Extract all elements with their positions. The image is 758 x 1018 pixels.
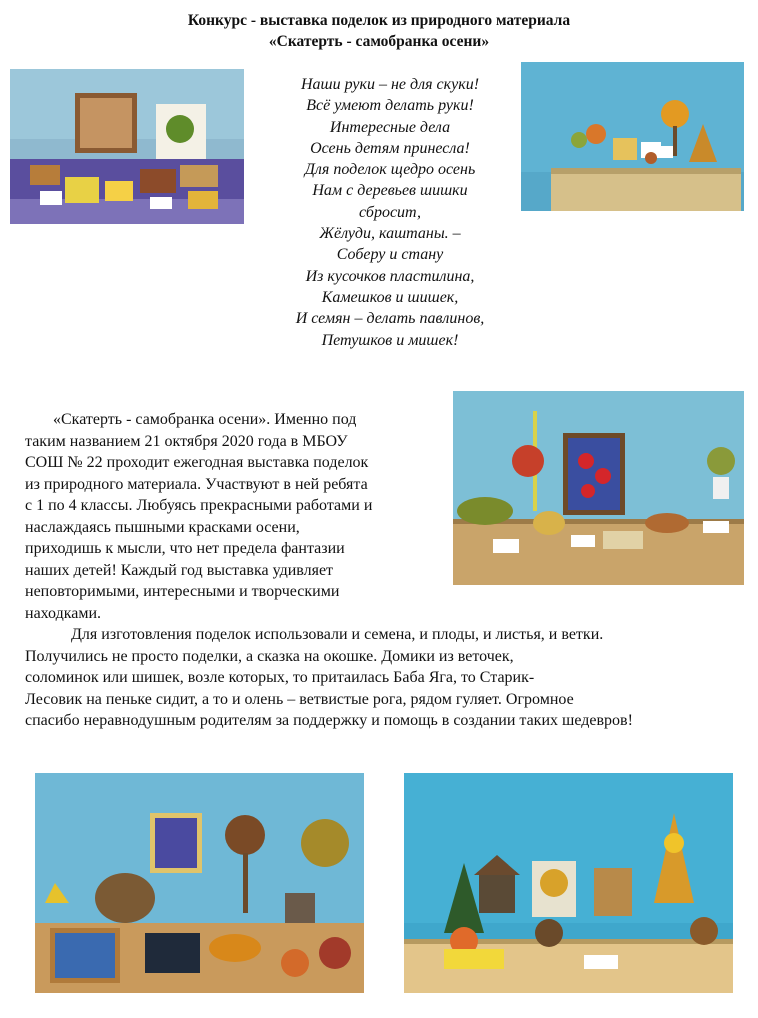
paragraph-line: с 1 по 4 классы. Любуясь прекрасными работами и [25,497,373,514]
poem-line: сбросит, [359,203,421,221]
photo-exhibit-table-3 [453,391,744,585]
poem-line: Всё умеют делать руки! [306,97,474,115]
paragraph-line: спасибо неравнодушным родителям за поддержку и помощь в создании таких шедевров! [25,712,633,729]
poem-line: Жёлуди, каштаны. – [319,225,461,243]
photo-exhibit-table-5 [404,773,733,993]
description-paragraph-1 [25,409,445,624]
paragraph-line: наслаждаясь пышными красками осени, [25,518,300,536]
page-title [0,10,758,52]
poem-line: Соберу и стану [336,246,444,264]
poem-line: Из кусочков пластилина, [305,267,475,285]
paragraph-line: Для изготовления поделок использовали и семена, и плоды, и листья, и ветки. [71,626,604,643]
paragraph-line: приходишь к мысли, что нет предела фантазии [25,540,345,557]
paragraph-line: соломинок или шишек, возле которых, то притаилась Баба Яга, то Старик- [25,669,535,686]
poem-line: Для поделок щедро осень [304,161,476,179]
photo-exhibit-table-4 [35,773,364,993]
paragraph-line: находками. [25,604,102,622]
paragraph-line: наших детей! Каждый год выставка удивляет [25,561,334,579]
poem-line: Петушков и мишек! [321,331,459,349]
poem-line: И семян – делать павлинов, [295,310,485,328]
paragraph-line: «Скатерть - самобранка осени». Именно под [53,411,357,428]
poem [258,74,522,351]
poem-line: Наши руки – не для скуки! [300,76,480,93]
paragraph-line: неповторимыми, интересными и творческими [25,583,340,600]
poem-line: Интересные дела [329,118,451,136]
title-line-2: «Скатерть - самобранка осени» [268,33,490,50]
paragraph-line: СОШ № 22 проходит ежегодная выставка поделок [25,454,369,471]
paragraph-line: Лесовик на пеньке сидит, а то и олень – ветвистые рога, рядом гуляет. Огромное [25,690,574,708]
photo-exhibit-table-2 [521,62,744,211]
poem-line: Осень детям принесла! [310,139,470,157]
description-paragraph-2 [25,624,740,732]
poem-line: Камешков и шишек, [321,288,459,306]
poem-line: Нам с деревьев шишки [312,182,468,200]
title-line-1: Конкурс - выставка поделок из природного материала [187,12,571,29]
paragraph-line: из природного материала. Участвуют в ней ребята [25,475,368,493]
photo-exhibit-table-1 [10,69,244,224]
paragraph-line: таким названием 21 октября 2020 года в МБОУ [25,432,348,450]
paragraph-line: Получились не просто поделки, а сказка на окошке. Домики из веточек, [25,647,514,665]
